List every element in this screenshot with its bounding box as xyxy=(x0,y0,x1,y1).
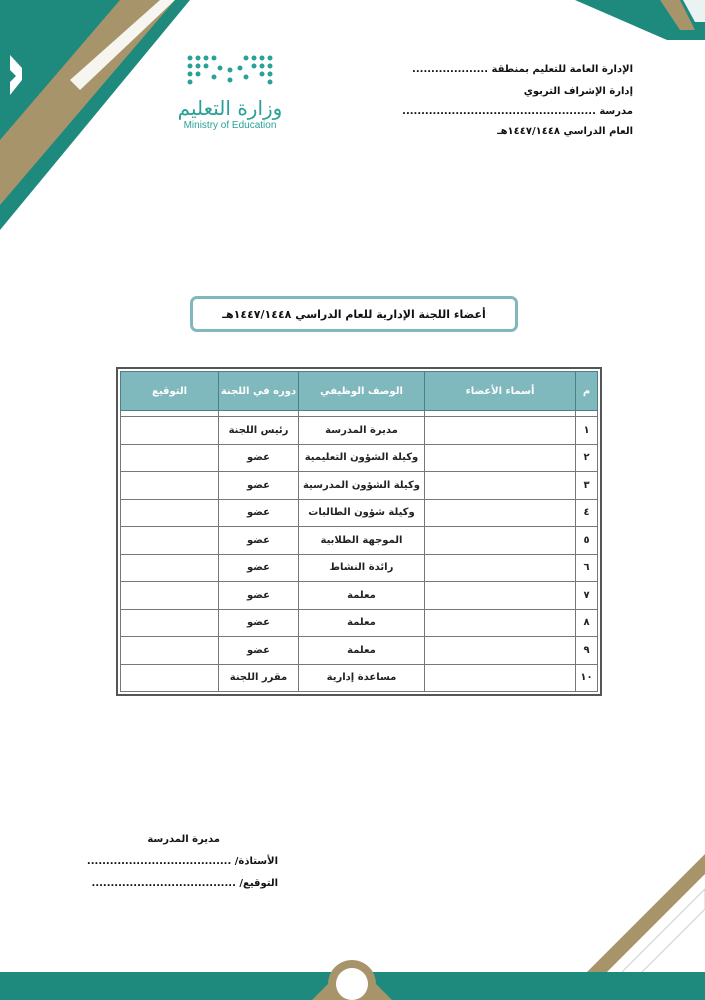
cell-role: معلمة xyxy=(299,582,425,610)
table-row xyxy=(121,444,598,472)
cell-committee: مقرر اللجنة xyxy=(219,664,299,692)
table-header-row xyxy=(121,372,598,411)
header-school-line: مدرسة ................................................... xyxy=(402,106,633,117)
cell-role: وكيلة الشؤون التعليمية xyxy=(299,444,425,472)
cell-num: ١٠ xyxy=(576,664,598,692)
cell-committee: عضو xyxy=(219,527,299,555)
cell-committee: عضو xyxy=(219,499,299,527)
cell-signature[interactable] xyxy=(121,637,219,665)
header-signature: التوقيع xyxy=(121,372,219,411)
cell-role: رائدة النشاط xyxy=(299,554,425,582)
table-row xyxy=(121,417,598,445)
table-row xyxy=(121,472,598,500)
cell-signature[interactable] xyxy=(121,609,219,637)
table-row xyxy=(121,527,598,555)
cell-name[interactable] xyxy=(425,609,576,637)
cell-name[interactable] xyxy=(425,499,576,527)
cell-name[interactable] xyxy=(425,417,576,445)
cell-committee: رئيس اللجنة xyxy=(219,417,299,445)
cell-signature[interactable] xyxy=(121,582,219,610)
cell-role: معلمة xyxy=(299,609,425,637)
cell-name[interactable] xyxy=(425,637,576,665)
cell-num: ٥ xyxy=(576,527,598,555)
table-row xyxy=(121,637,598,665)
signature-sign-line: التوقيع/ ...................................... xyxy=(91,878,278,889)
cell-role: مساعدة إدارية xyxy=(299,664,425,692)
table-row xyxy=(121,499,598,527)
table-row xyxy=(121,554,598,582)
cell-role: مديرة المدرسة xyxy=(299,417,425,445)
cell-num: ٨ xyxy=(576,609,598,637)
top-right-decoration xyxy=(575,0,705,60)
cell-num: ٩ xyxy=(576,637,598,665)
table-row xyxy=(121,582,598,610)
header-num: م xyxy=(576,372,598,411)
cell-num: ٦ xyxy=(576,554,598,582)
cell-signature[interactable] xyxy=(121,527,219,555)
cell-name[interactable] xyxy=(425,444,576,472)
header-committee-role: دوره في اللجنة xyxy=(219,372,299,411)
cell-name[interactable] xyxy=(425,582,576,610)
table-row xyxy=(121,609,598,637)
cell-committee: عضو xyxy=(219,444,299,472)
cell-num: ٢ xyxy=(576,444,598,472)
header-year-line: العام الدراسي ١٤٤٧/١٤٤٨هـ xyxy=(497,126,633,137)
cell-name[interactable] xyxy=(425,554,576,582)
committee-table xyxy=(116,367,602,696)
cell-signature[interactable] xyxy=(121,499,219,527)
page-title: أعضاء اللجنة الإدارية للعام الدراسي ١٤٤٧/١٤٤٨هـ xyxy=(190,296,518,332)
cell-num: ١ xyxy=(576,417,598,445)
cell-signature[interactable] xyxy=(121,664,219,692)
cell-committee: عضو xyxy=(219,582,299,610)
cell-signature[interactable] xyxy=(121,472,219,500)
cell-signature[interactable] xyxy=(121,444,219,472)
cell-num: ٤ xyxy=(576,499,598,527)
bottom-decoration xyxy=(0,940,705,1000)
cell-committee: عضو xyxy=(219,554,299,582)
signature-name-line: الأستاذة/ ...................................... xyxy=(86,856,278,867)
cell-name[interactable] xyxy=(425,664,576,692)
cell-num: ٧ xyxy=(576,582,598,610)
cell-committee: عضو xyxy=(219,609,299,637)
cell-signature[interactable] xyxy=(121,554,219,582)
cell-role: وكيلة شؤون الطالبات xyxy=(299,499,425,527)
header-role: الوصف الوظيفي xyxy=(299,372,425,411)
cell-committee: عضو xyxy=(219,472,299,500)
header-names: أسماء الأعضاء xyxy=(425,372,576,411)
header-supervision-line: إدارة الإشراف التربوي xyxy=(523,86,633,97)
cell-signature[interactable] xyxy=(121,417,219,445)
logo-english-name: Ministry of Education xyxy=(183,120,277,131)
table-row xyxy=(121,664,598,692)
cell-committee: عضو xyxy=(219,637,299,665)
cell-role: وكيلة الشؤون المدرسية xyxy=(299,472,425,500)
cell-role: معلمة xyxy=(299,637,425,665)
cell-role: الموجهة الطلابية xyxy=(299,527,425,555)
signature-title: مديرة المدرسة xyxy=(147,834,220,845)
cell-name[interactable] xyxy=(425,472,576,500)
header-region-line: الإدارة العامة للتعليم بمنطقة .................... xyxy=(412,64,633,75)
cell-name[interactable] xyxy=(425,527,576,555)
logo-dots-icon xyxy=(175,52,285,88)
logo-arabic-name: وزارة التعليم xyxy=(177,96,283,120)
ministry-logo xyxy=(170,52,290,131)
cell-num: ٣ xyxy=(576,472,598,500)
